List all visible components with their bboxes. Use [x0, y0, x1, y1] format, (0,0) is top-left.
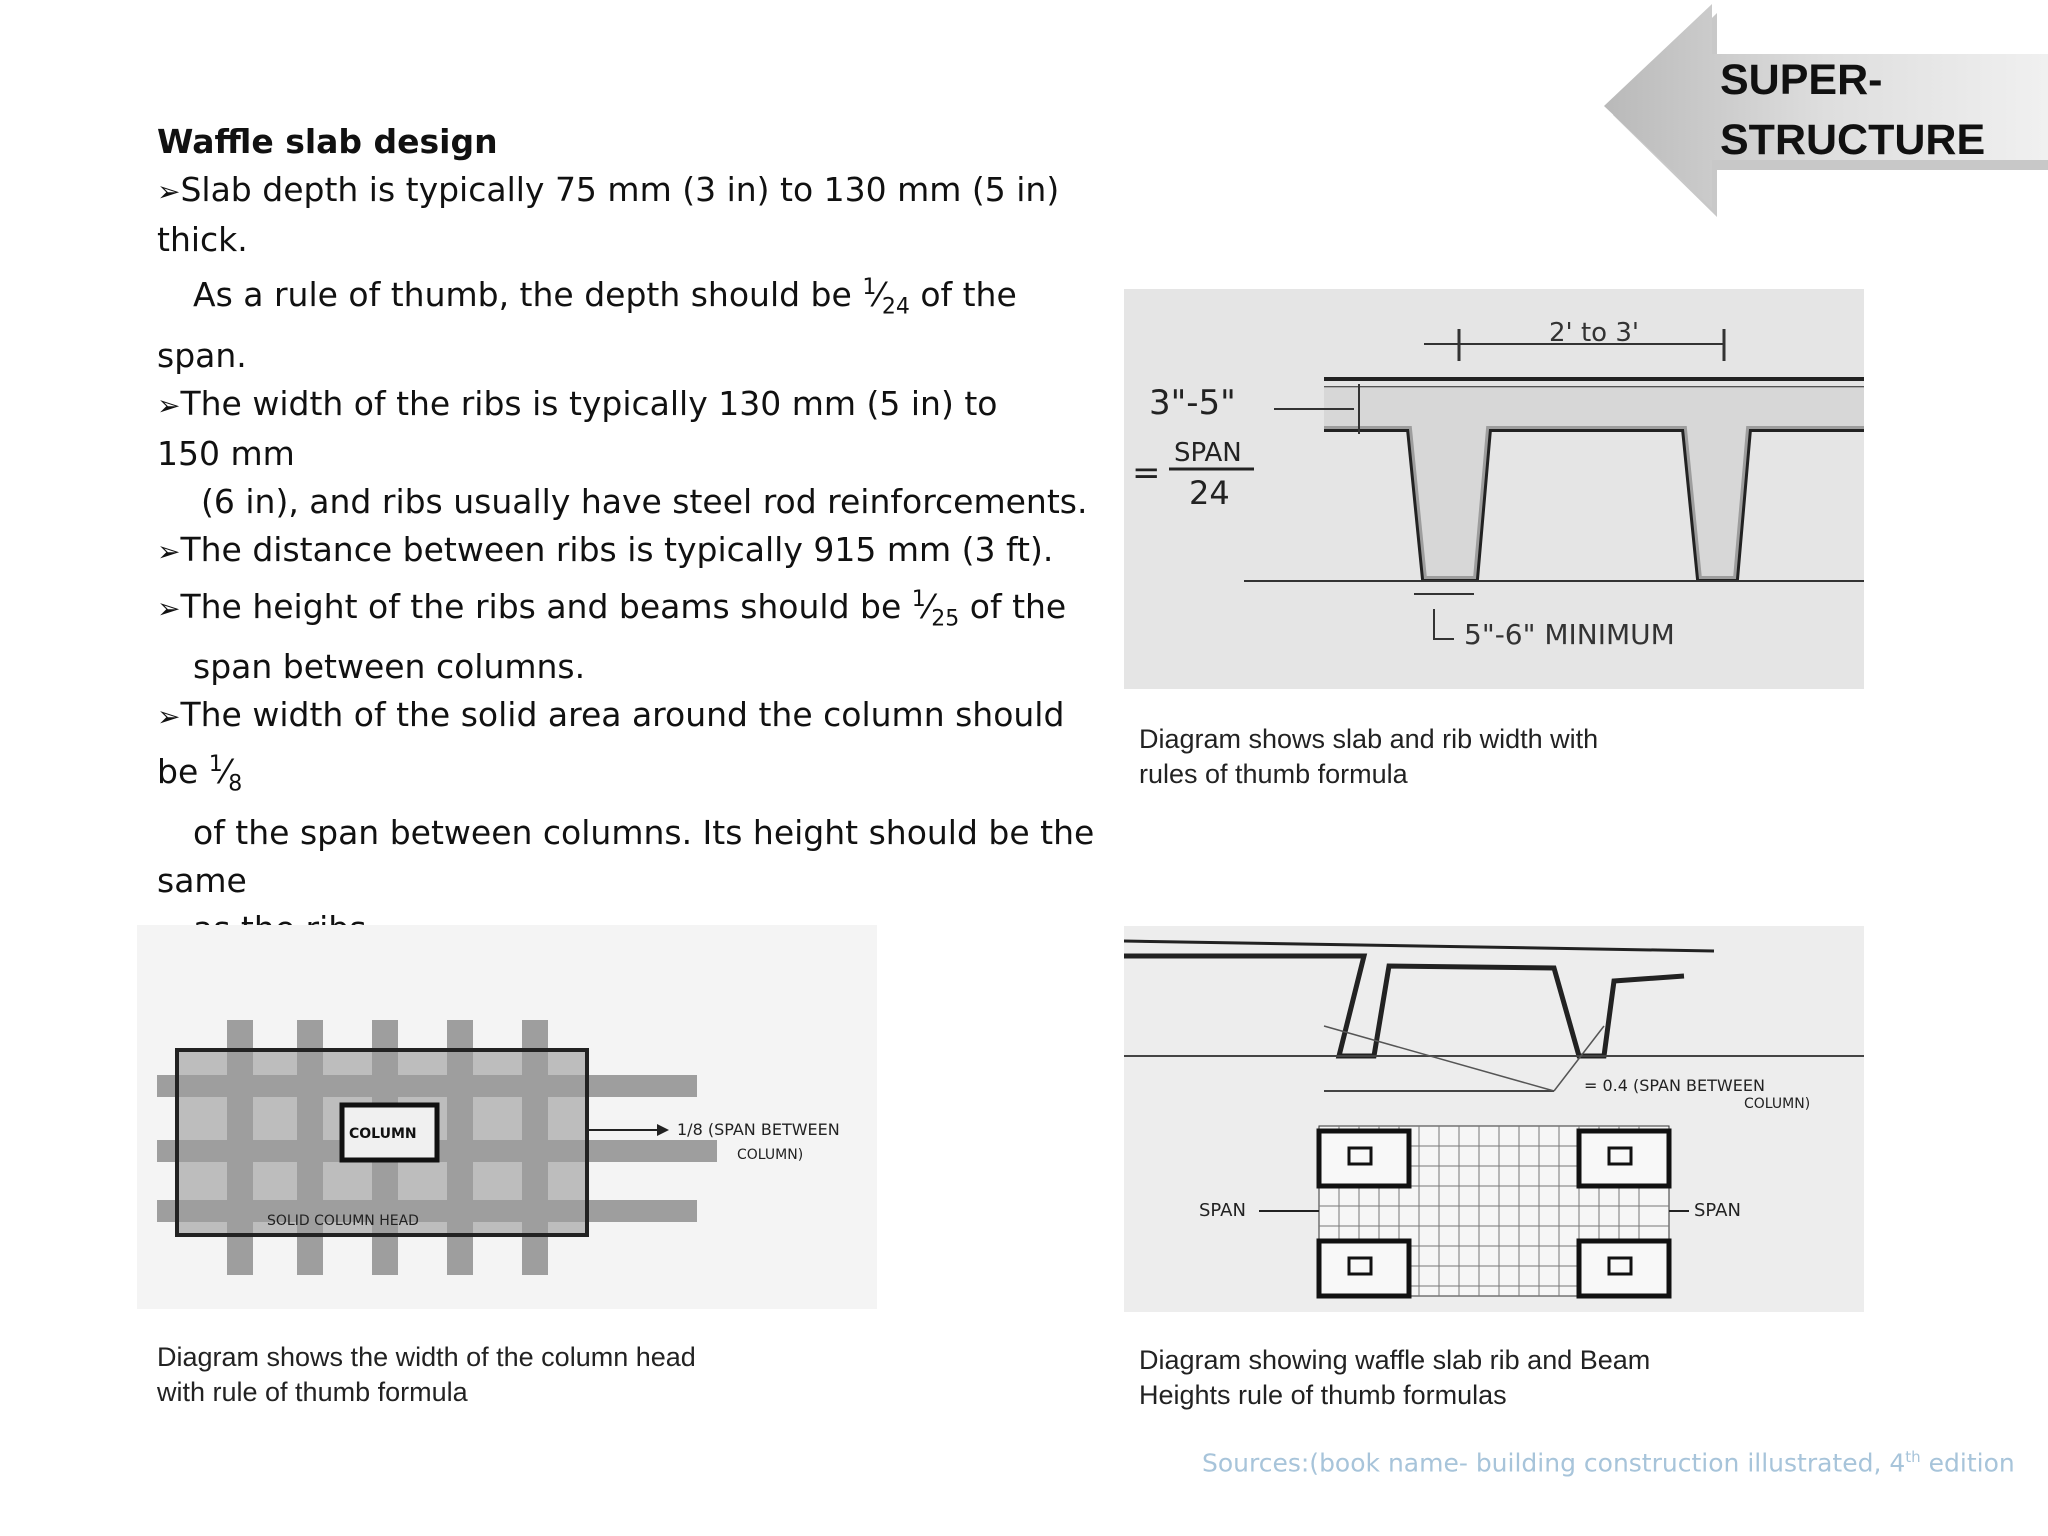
source-citation	[1202, 1448, 2042, 1477]
text-line: same	[157, 860, 247, 900]
column-head-sketch	[137, 925, 877, 1309]
label-column: COLUMN	[349, 1126, 417, 1142]
label-slab-depth: 3"-5"	[1149, 383, 1236, 423]
content-title: Waffle slab design	[157, 122, 498, 161]
rib-beam-sketch	[1124, 926, 1864, 1312]
text: be	[157, 752, 209, 792]
text-line: (6 in), and ribs usually have steel rod reinforcements.	[201, 481, 1088, 521]
slab-rib-sketch	[1124, 289, 1864, 689]
label-solid-column-head: SOLID COLUMN HEAD	[267, 1213, 419, 1229]
fraction-denominator: 24	[881, 294, 910, 320]
text-line: 150 mm	[157, 433, 295, 473]
label-span: SPAN	[1174, 438, 1242, 468]
label-height-formula: = 0.4 (SPAN BETWEEN	[1584, 1076, 1765, 1095]
fraction-denominator: 25	[931, 606, 960, 632]
text: of the	[959, 586, 1067, 626]
caption-line-2: rules of thumb formula	[1139, 759, 1408, 789]
text-line: of the span between columns. Its height should be the	[193, 812, 1095, 852]
text: The width of the ribs is typically 130 mm (5 in) to	[180, 383, 998, 423]
label-column-head-formula: 1/8 (SPAN BETWEEN	[677, 1120, 840, 1139]
figure-slab-rib-width	[1124, 289, 1864, 689]
text: The distance between ribs is typically 915 mm (3 ft).	[180, 529, 1054, 569]
badge-line-1: SUPER-	[1720, 56, 1883, 104]
section-badge	[1600, 0, 2048, 220]
bullet-arrow-icon: ➢	[157, 591, 181, 625]
bullet-rib-width	[157, 380, 1097, 430]
caption-line-1: Diagram shows the width of the column head	[157, 1342, 696, 1372]
bullet-rib-height: ➢The height of the ribs and beams should be $^1⁄_{25}$ of the	[157, 586, 1067, 632]
bullet-rib-distance	[157, 526, 1097, 576]
caption-slab-rib-width	[1139, 722, 1699, 792]
label-height-formula-2: COLUMN)	[1744, 1096, 1811, 1112]
figure-rib-beam-heights	[1124, 926, 1864, 1312]
text-line: span between columns.	[193, 647, 586, 687]
caption-line-1: Diagram showing waffle slab rib and Beam	[1139, 1345, 1651, 1375]
bullet-slab-depth	[157, 166, 1097, 216]
text: Slab depth is typically 75 mm (3 in) to 130 mm (5 in)	[180, 170, 1060, 209]
text-line: be $^1⁄_8$	[157, 752, 243, 797]
label-column-head-formula-2: COLUMN)	[737, 1147, 804, 1163]
text-line: thick.	[157, 220, 248, 259]
text: of the	[909, 275, 1017, 314]
fraction-denominator: 8	[228, 771, 243, 797]
source-prefix: Sources:(book name- building construction illustrated, 4	[1202, 1448, 1906, 1478]
caption-rib-beam-heights	[1139, 1343, 1699, 1413]
caption-line-2: with rule of thumb formula	[157, 1377, 468, 1407]
badge-title	[1720, 50, 2040, 170]
caption-line-1: Diagram shows slab and rib width with	[1139, 724, 1599, 754]
bullet-arrow-icon: ➢	[157, 175, 181, 208]
label-equals: =	[1132, 453, 1161, 493]
text-line: span.	[157, 335, 247, 375]
text-line: As a rule of thumb, the depth should be $^1⁄_{24}$ of the	[193, 275, 1017, 320]
bullet-solid-area	[157, 691, 1097, 741]
fraction-numerator: 1	[862, 275, 877, 300]
fraction-numerator: 1	[208, 752, 223, 778]
label-rib-minimum: 5"-6" MINIMUM	[1464, 618, 1675, 651]
bullet-arrow-icon: ➢	[157, 700, 181, 734]
source-suffix: edition	[1920, 1448, 2015, 1478]
bullet-arrow-icon: ➢	[157, 388, 181, 422]
label-span-left: SPAN	[1199, 1200, 1246, 1221]
figure-column-head	[137, 925, 877, 1309]
text: The width of the solid area around the column should	[180, 695, 1065, 735]
source-ordinal-suffix: th	[1905, 1448, 1921, 1466]
content-text	[157, 118, 1097, 953]
fraction-numerator: 1	[911, 586, 926, 612]
caption-column-head	[157, 1340, 717, 1410]
text: The height of the ribs and beams should be	[180, 586, 912, 626]
label-span-right: SPAN	[1694, 1200, 1741, 1221]
text: As a rule of thumb, the depth should be	[193, 275, 863, 314]
badge-line-2: STRUCTURE	[1720, 116, 1986, 164]
label-rib-spacing: 2' to 3'	[1549, 318, 1640, 348]
bullet-arrow-icon: ➢	[157, 534, 181, 568]
label-span-divisor: 24	[1189, 474, 1230, 512]
caption-line-2: Heights rule of thumb formulas	[1139, 1380, 1507, 1410]
